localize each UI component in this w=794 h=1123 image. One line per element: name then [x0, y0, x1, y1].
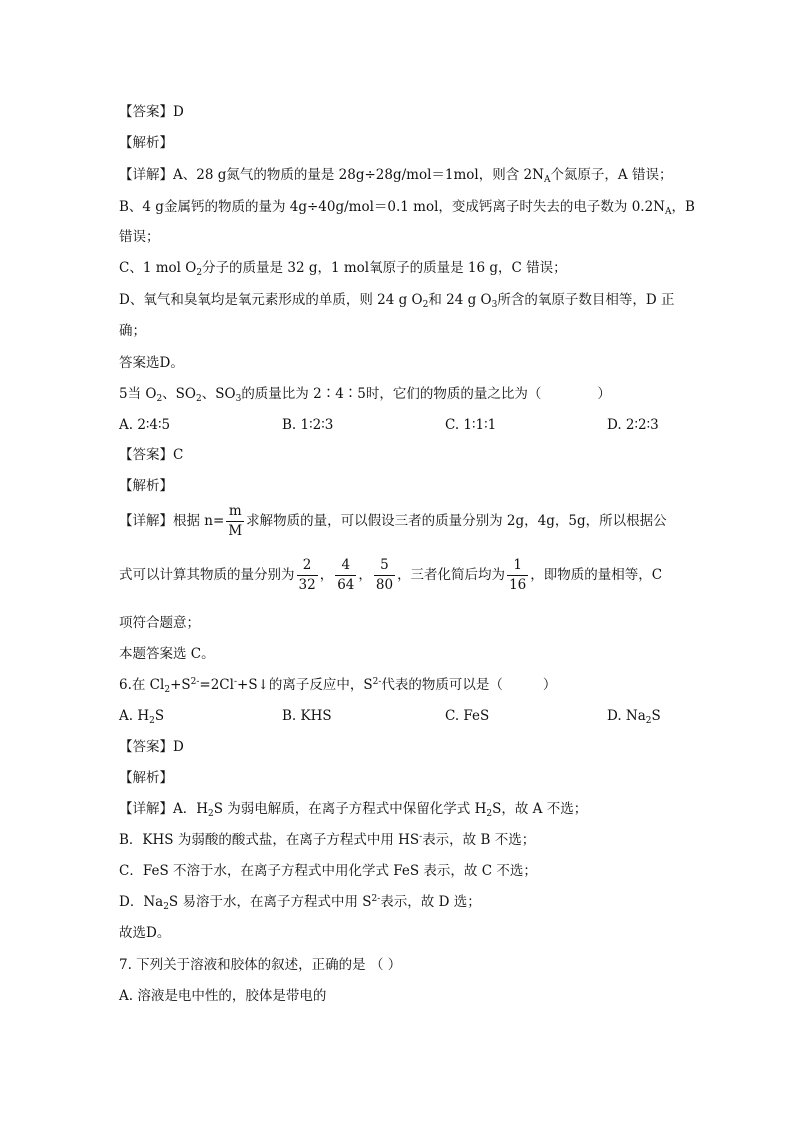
- fraction-5-80: $\frac{5}{80}$: [375, 557, 394, 593]
- q5-option-d: D. 2∶2∶3: [607, 417, 659, 433]
- q6-detail-line-a: 【详解】A．$H_2S$ 为弱电解质，在离子方程式中保留化学式 $H_2S$，故 A 不选；: [119, 801, 588, 819]
- q4-detail-line-c: C、1 mol $O_2$分子的质量是 32 g，1 mol氧原子的质量是 16 g，C 错误；: [119, 260, 567, 278]
- q7-stem: 7. 下列关于溶液和胶体的叙述，正确的是 （ ）: [119, 957, 402, 973]
- q6-conclusion: 故选D。: [119, 925, 171, 941]
- answer-value: D: [173, 104, 184, 120]
- q4-answer-line: 【答案】D: [119, 104, 184, 120]
- fraction-1-16: $\frac{1}{16}$: [509, 557, 527, 593]
- answer-value: C: [173, 447, 184, 463]
- q5-option-a: A. 2∶4∶5: [119, 417, 171, 433]
- q5-stem: 5当 $O_2$、$SO_2$、$SO_3$的质量比为 2∶4∶5时，它们的物质的量之比为（ ）: [119, 386, 611, 404]
- q7-option-a: A. 溶液是电中性的，胶体是带电的: [119, 988, 327, 1004]
- q6-option-a: A. $H_2S$: [119, 708, 165, 726]
- q6-option-b: B. KHS: [282, 708, 332, 724]
- q6-detail-line-c: C．FeS 不溶于水，在离子方程式中用化学式 FeS 表示，故 C 不选；: [119, 863, 537, 879]
- q6-option-c: C. FeS: [445, 708, 490, 724]
- q5-analysis-heading: 【解析】: [119, 478, 173, 494]
- q5-detail-line-1: 【详解】根据 n= $\frac{m}{M}$ 求解物质的量，可以假设三者的质量分别为 2g，4g，5g，所以根据公: [119, 503, 667, 539]
- answer-value: D: [173, 739, 184, 755]
- q4-detail-line-b-cont: 错误；: [119, 229, 160, 245]
- q5-detail-line-2: 式可以计算其物质的量分别为 $\frac{2}{32}$ ， $\frac{4}{64}$ ， $\frac{5}{80}$ ，三者化简后均为 $\frac{1}{16}$ ，即物质的量相等，C: [119, 557, 663, 593]
- fraction-4-64: $\frac{4}{64}$: [337, 557, 355, 593]
- q6-stem: 6.在 $Cl_2+S^{2-}=2Cl^-+S↓$的离子反应中，$S^{2-}$代表的物质可以是（ ）: [119, 677, 557, 695]
- q4-detail-line-b: B、4 g金属钙的物质的量为 4g÷40g/mol＝0.1 mol，变成钙离子时失去的电子数为 $0.2N_A$，B: [119, 199, 695, 217]
- q6-detail-line-d: D．$Na_2S$ 易溶于水，在离子方程式中用 $S^{2-}$表示，故 D 选；: [119, 894, 481, 912]
- q4-detail-line-a: 【详解】A、28 g氮气的物质的量是 28g÷28g/mol＝1mol，则含 $2N_A$个氮原子，A 错误；: [119, 167, 673, 185]
- q4-analysis-heading: 【解析】: [119, 135, 173, 151]
- q6-detail-line-b: B．KHS 为弱酸的酸式盐，在离子方程式中用 HS-表示，故 B 不选；: [119, 832, 536, 848]
- q5-conclusion: 本题答案选 C。: [119, 646, 215, 662]
- q4-detail-line-d-cont: 确；: [119, 323, 146, 339]
- q5-option-c: C. 1∶1∶1: [445, 417, 497, 433]
- q6-analysis-heading: 【解析】: [119, 770, 173, 786]
- fraction-m-over-M: $\frac{m}{M}$: [228, 503, 243, 539]
- fraction-2-32: $\frac{2}{32}$: [298, 557, 316, 593]
- q4-conclusion: 答案选D。: [119, 355, 184, 371]
- q4-detail-line-d: D、氧气和臭氧均是氧元素形成的单质，则 24 g $O_2$和 24 g $O_3$所含的氧原子数目相等，D 正: [119, 292, 675, 310]
- q5-option-b: B. 1∶2∶3: [282, 417, 334, 433]
- q6-option-d: D. $Na_2S$: [607, 708, 661, 726]
- q5-answer-line: 【答案】C: [119, 447, 184, 463]
- q6-answer-line: 【答案】D: [119, 739, 184, 755]
- q5-detail-line-3: 项符合题意；: [119, 615, 200, 631]
